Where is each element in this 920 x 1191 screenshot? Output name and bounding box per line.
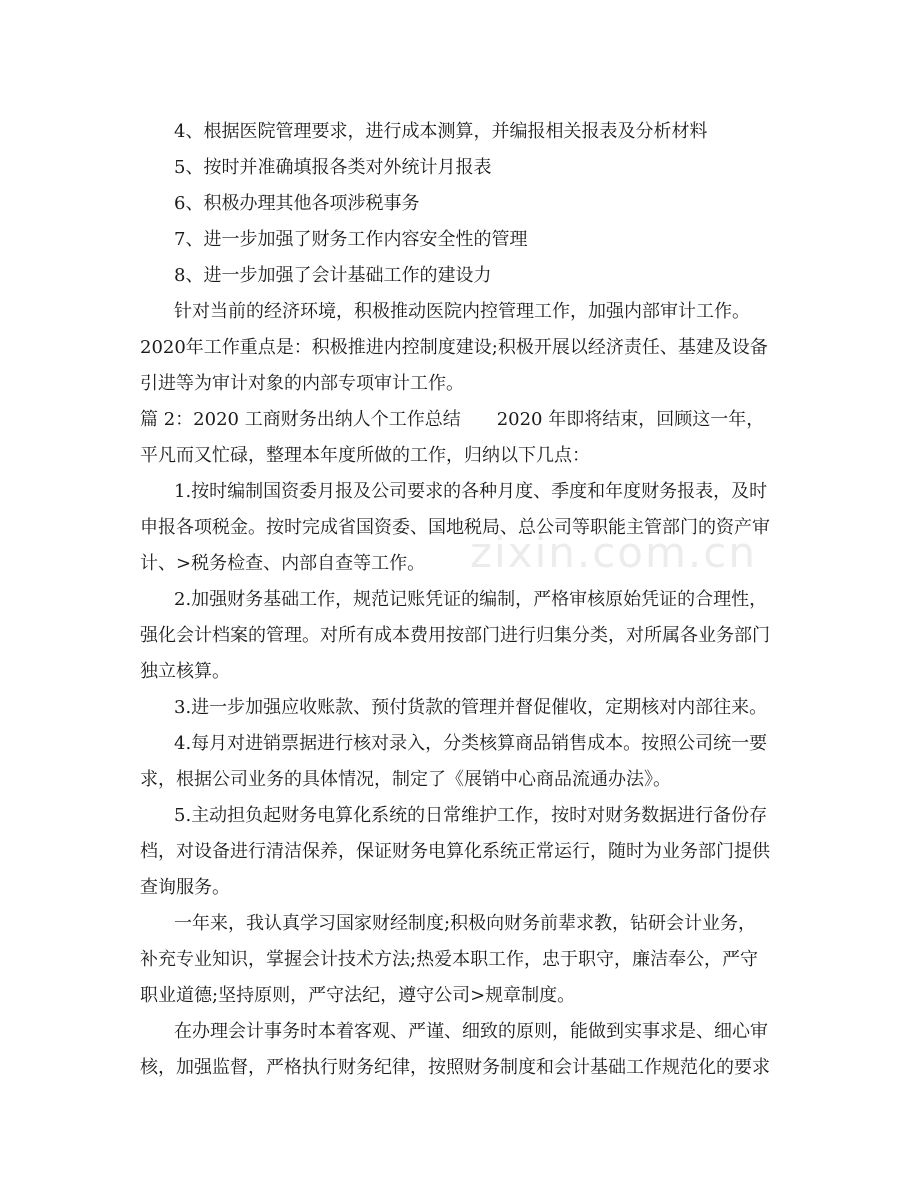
document-body [140,114,770,1086]
paragraph-item-4: 4、根据医院管理要求，进行成本测算，并编报相关报表及分析材料 [174,121,708,142]
paragraph-item-5: 5、按时并准确填报各类对外统计月报表 [174,157,492,178]
paragraph-item-6: 6、积极办理其他各项涉税事务 [174,193,420,214]
paragraph-item-7: 7、进一步加强了财务工作内容安全性的管理 [174,229,528,250]
paragraph-point-3: 3.进一步加强应收账款、预付货款的管理并督促催收，定期核对内部往来。 [174,697,768,718]
paragraph-principles: 在办理会计事务时本着客观、严谨、细致的原则，能做到实事求是、细心审核，加强监督，严格执行财务纪律，按照财务制度和会计基础工作规范化的要求 [140,1021,770,1078]
paragraph-point-5: 5.主动担负起财务电算化系统的日常维护工作，按时对财务数据进行备份存档，对设备进行清洁保养，保证财务电算化系统正常运行，随时为业务部门提供查询服务。 [140,805,770,898]
paragraph-study: 一年来，我认真学习国家财经制度;积极向财务前辈求教，钻研会计业务，补充专业知识，掌握会计技术方法;热爱本职工作，忠于职守，廉洁奉公，严守职业道德;坚持原则，严守法纪，遵守公司>规章制度。 [140,913,759,1006]
paragraph-point-2: 2.加强财务基础工作，规范记账凭证的编制，严格审核原始凭证的合理性，强化会计档案的管理。对所有成本费用按部门进行归集分类，对所属各业务部门独立核算。 [140,589,770,682]
paragraph-item-8: 8、进一步加强了会计基础工作的建设力 [174,265,492,286]
watermark: zixin.com.cn [470,528,757,577]
paragraph-point-4: 4.每月对进销票据进行核对录入，分类核算商品销售成本。按照公司统一要求，根据公司业务的具体情况，制定了《展销中心商品流通办法》。 [140,733,768,790]
paragraph-section-2-heading: 篇 2：2020 工商财务出纳人个工作总结 2020 年即将结束，回顾这一年，平凡而又忙碌，整理本年度所做的工作，归纳以下几点： [140,409,765,466]
paragraph-internal-audit: 针对当前的经济环境，积极推动医院内控管理工作，加强内部审计工作。2020年工作重点是：积极推进内控制度建设;积极开展以经济责任、基建及设备引进等为审计对象的内部专项审计工作。 [140,301,768,394]
paragraph-point-1: 1.按时编制国资委月报及公司要求的各种月度、季度和年度财务报表，及时申报各项税金。按时完成省国资委、国地税局、总公司等职能主管部门的资产审计、>税务检查、内部自查等工作。 [140,481,770,574]
